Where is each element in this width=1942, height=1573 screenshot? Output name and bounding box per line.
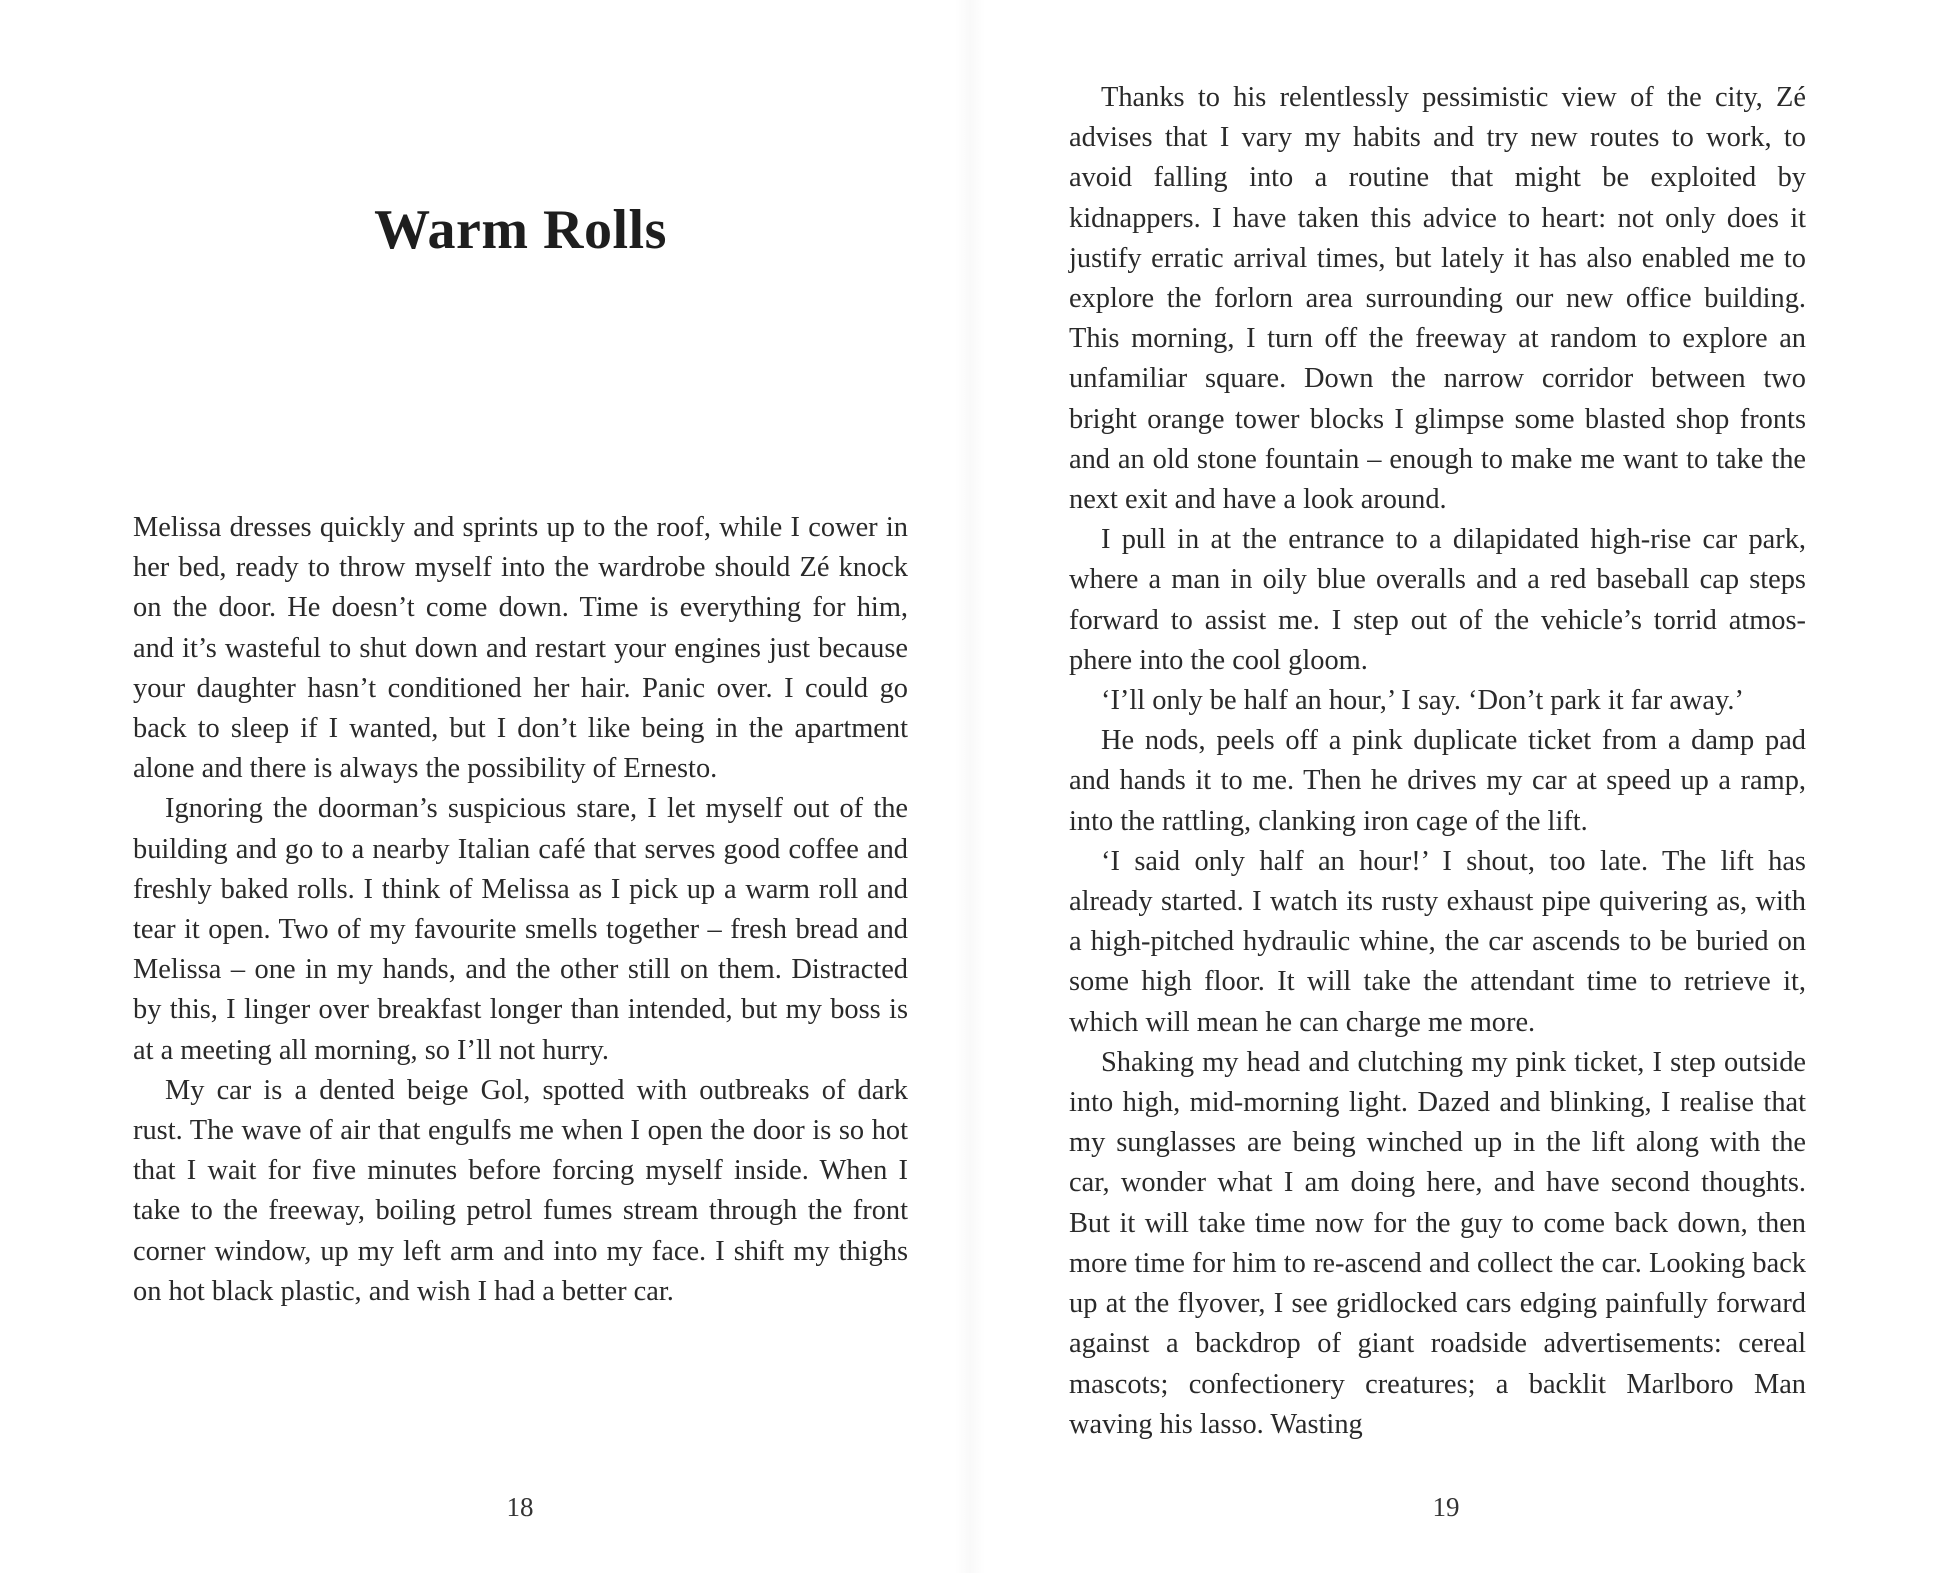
paragraph: I pull in at the entrance to a dilapidated high-rise car park, where a man in oily blue overalls and a red baseball cap steps forward to assist me. I step out of the vehicle’s torrid atmosphere into the cool gloom. — [1069, 524, 1806, 676]
right-page-body — [1069, 78, 1806, 1445]
paragraph: Ignoring the doorman’s suspicious stare, I let myself out of the building and go to a nearby Italian café that serves good coffee and freshly baked rolls. I think of Melissa as I pick up a warm roll and tear it open. Two of my favourite smells together – fresh bread and Melissa – one in my hands, and the other still on them. Distracted by this, I linger over breakfast longer than intended, but my boss is at a meeting all morning, so I’ll not hurry. — [133, 793, 908, 1066]
paragraph: Melissa dresses quickly and sprints up to the roof, while I cower in her bed, ready to throw myself into the wardrobe should Zé knock on the door. He doesn’t come down. Time is everything for him, and it’s wasteful to shut down and restart your engines just because your daughter hasn’t conditioned her hair. Panic over. I could go back to sleep if I wanted, but I don’t like being in the apartment alone and there is always the possibility of Ernesto. — [133, 512, 908, 785]
paragraph: He nods, peels off a pink duplicate ticket from a damp pad and hands it to me. Then he drives my car at speed up a ramp, into the rattling, clanking iron cage of the lift. — [1069, 725, 1806, 837]
chapter-title: Warm Rolls — [374, 199, 667, 261]
paragraph: ‘I’ll only be half an hour,’ I say. ‘Don’t park it far away.’ — [1101, 685, 1744, 717]
right-page — [971, 0, 1942, 1573]
paragraph: My car is a dented beige Gol, spotted with outbreaks of dark rust. The wave of air that engulfs me when I open the door is so hot that I wait for five minutes before forcing myself inside. When I take to the freeway, boiling petrol fumes stream through the front corner window, up my left arm and into my face. I shift my thighs on hot black plastic, and wish I had a better car. — [133, 1074, 908, 1307]
page-number: 19 — [1432, 1492, 1460, 1522]
paragraph: ‘I said only half an hour!’ I shout, too late. The lift has already started. I watch its rusty exhaust pipe quivering as, with a high-pitched hydraulic whine, the car ascends to be buried on some high floor. It will take the attendant time to retrieve it, which will mean he can charge me more. — [1069, 845, 1806, 1038]
left-page-body — [133, 508, 908, 1312]
paragraph: Thanks to his relentlessly pessimistic view of the city, Zé advises that I vary my habits and try new routes to work, to avoid falling into a routine that might be exploited by kidnappers. I have taken this advice to heart: not only does it justify erratic arrival times, but lately it has also enabled me to explore the forlorn area surrounding our new office building. This morning, I turn off the freeway at random to explore an unfamiliar square. Down the narrow corridor between two bright orange tower blocks I glimpse some blasted shop fronts and an old stone fountain – enough to make me want to take the next exit and have a look around. — [1069, 82, 1806, 516]
paragraph: Shaking my head and clutching my pink ticket, I step outside into high, mid-morning light. Dazed and blinking, I realise that my sunglasses are being winched up in the lift along with the car, wonder what I am doing here, and have second thoughts. But it will take time now for the guy to come back down, then more time for him to re-ascend and collect the car. Looking back up at the flyover, I see gridlocked cars edging painfully forward against a backdrop of giant roadside advertisements: cereal mascots; confectionery creatures; a backlit Marlboro Man waving his lasso. Wasting — [1069, 1046, 1806, 1440]
page-number: 18 — [506, 1492, 534, 1522]
